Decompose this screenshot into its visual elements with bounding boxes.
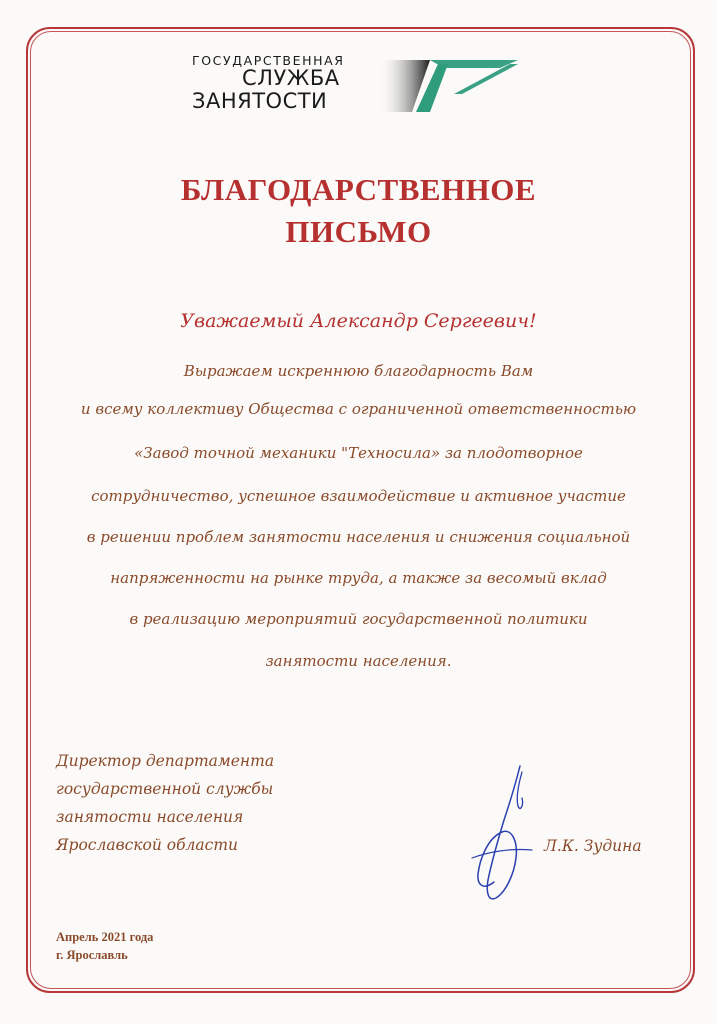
body-line: в реализацию мероприятий государственной политики [129,610,588,628]
body-line: и всему коллективу Общества с ограниченной ответственностью [80,400,637,418]
signatory-title-line: государственной службы [56,780,274,798]
body-line: напряженности на рынке труда, а также за весомый вклад [110,569,607,587]
body-line: в решении проблем занятости населения и снижения социальной [86,528,631,546]
signatory-title-line: занятости населения [56,808,244,826]
body-line: Выражаем искреннюю благодарность Вам [183,362,534,380]
employment-service-logo [188,48,538,120]
greeting: Уважаемый Александр Сергеевич! [180,310,537,332]
body-line: занятости населения. [265,652,452,670]
signatory-title-line: Ярославской области [56,836,239,854]
logo-line-3: ЗАНЯТОСТИ [192,89,328,113]
footer-date: Апрель 2021 года [56,930,154,944]
body-line: сотрудничество, успешное взаимодействие и активное участие [91,487,626,505]
signatory-name: Л.К. Зудина [544,837,642,855]
title-line-2: ПИСЬМО [285,214,432,249]
handwritten-signature [458,762,548,912]
logo-text [188,48,388,120]
logo-graphic-icon [368,54,538,114]
signatory-title-line: Директор департамента [56,752,275,770]
logo-line-2: СЛУЖБА [242,66,340,90]
logo-line-1: ГОСУДАРСТВЕННАЯ [192,53,345,68]
title-line-1: БЛАГОДАРСТВЕННОЕ [180,172,537,207]
body-line: «Завод точной механики "Техносила» за плодотворное [134,444,583,462]
footer-city: г. Ярославль [56,948,128,962]
